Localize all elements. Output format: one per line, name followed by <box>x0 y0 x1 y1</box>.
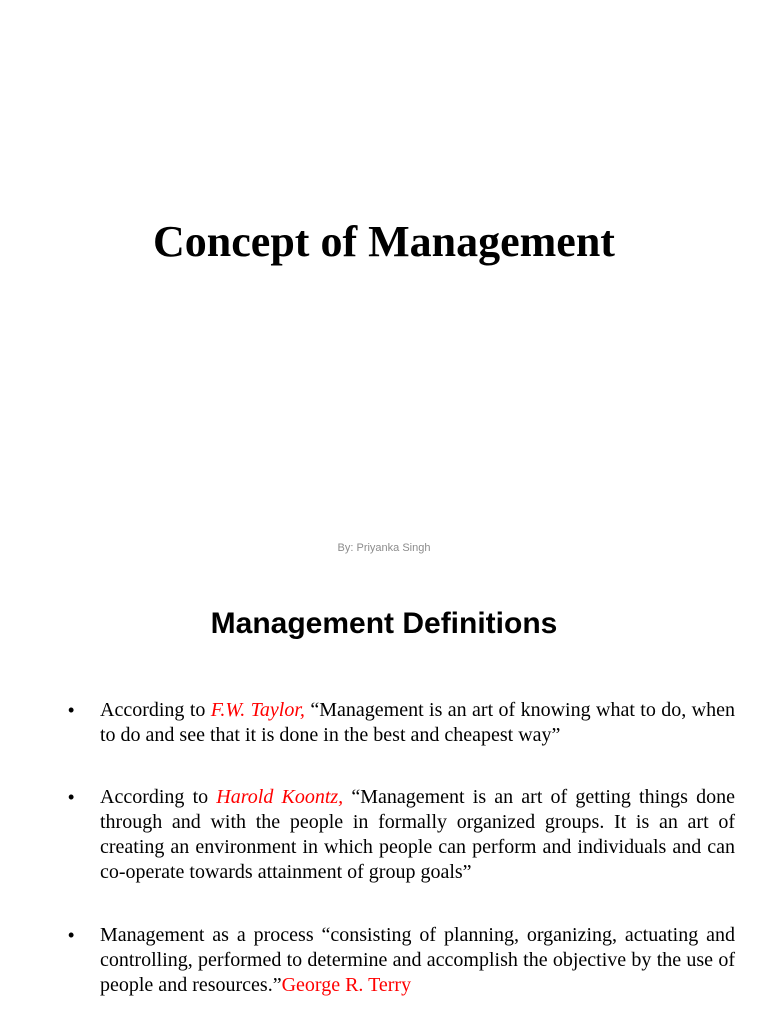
definition-text: “Management is an art of knowing what to do, when to do and see that it is done in the best and cheapest way” <box>100 699 735 746</box>
definition-item-koontz <box>68 785 735 885</box>
definition-author: F.W. Taylor, <box>210 699 305 721</box>
definition-author: Harold Koontz, <box>216 786 344 808</box>
bullet-icon: • <box>68 700 75 720</box>
definition-lead: Management as a process “consisting of planning, organizing, actuating and controlling, performed to determine and accomplish the objective by the use of people and resources.” <box>100 924 735 996</box>
author-byline: By: Priyanka Singh <box>337 542 431 554</box>
definition-lead: According to <box>100 699 211 721</box>
definition-text: “Management is an art of getting things done through and with the people in formally organized groups. It is an art of creating an environment in which people can perform and individuals and can co-operate towards attainment of group goals” <box>100 786 735 883</box>
definition-item-taylor <box>68 698 735 748</box>
definition-item-terry <box>68 923 735 998</box>
bullet-icon: • <box>68 925 75 945</box>
definition-lead: According to <box>100 786 217 808</box>
slide-title: Concept of Management <box>153 217 615 266</box>
bullet-icon: • <box>68 787 75 807</box>
definition-author: George R. Terry <box>281 974 412 996</box>
section-title: Management Definitions <box>210 607 558 640</box>
